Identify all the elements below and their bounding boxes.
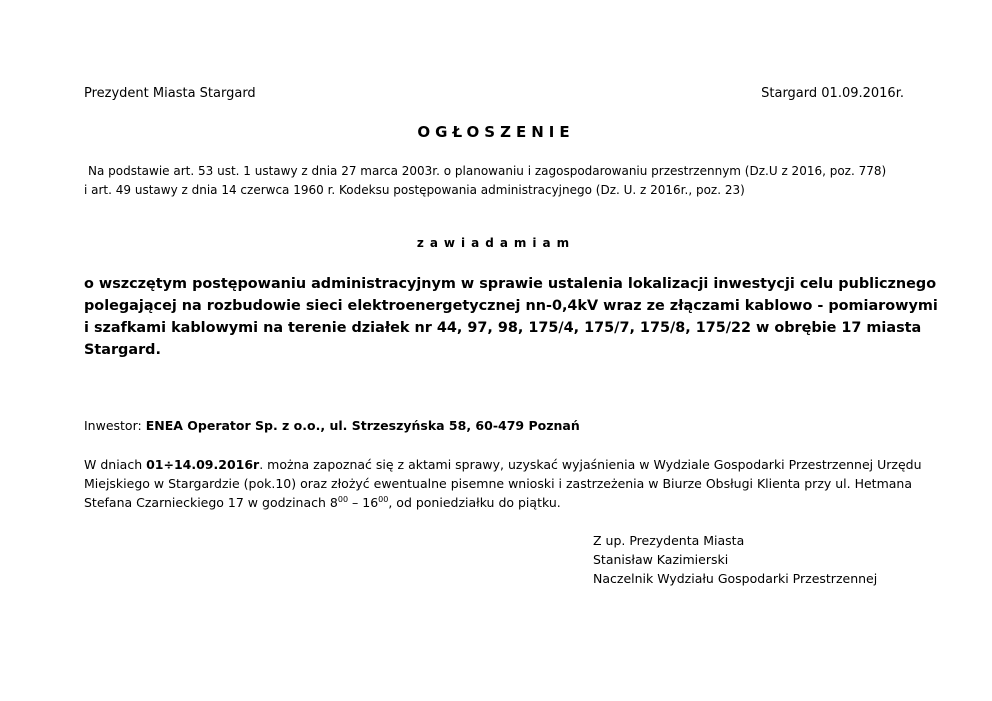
subject-line-3: i szafkami kablowymi na terenie działek nr 44, 97, 98, 175/4, 175/7, 175/8, 175/22 w obrębie 17 miasta (84, 320, 922, 336)
document-title: OGŁOSZENIE (417, 123, 575, 141)
subject-line-2: polegającej na rozbudowie sieci elektroenergetycznej nn-0,4kV wraz ze złączami kablowo - pomiarowymi (84, 298, 938, 314)
investor (84, 418, 580, 433)
legal-basis-line-2: i art. 49 ustawy z dnia 14 czerwca 1960 r. Kodeksu postępowania administracyjnego (Dz. U. z 2016r., poz. 23) (84, 183, 745, 197)
signature-line-2: Stanisław Kazimierski (593, 552, 729, 567)
info-paragraph (84, 455, 922, 512)
subject-line-4: Stargard. (84, 342, 161, 358)
signature-line-3: Naczelnik Wydziału Gospodarki Przestrzennej (593, 571, 878, 586)
hour-dash: – 16 (348, 495, 379, 510)
hour-start-minutes: 00 (337, 495, 349, 504)
issuer: Prezydent Miasta Stargard (84, 86, 256, 101)
legal-basis (84, 162, 910, 200)
info-line-1-prefix: W dniach (84, 457, 147, 472)
info-line-3-suffix: , od poniedziałku do piątku. (388, 495, 561, 510)
signature-line-1: Z up. Prezydenta Miasta (593, 533, 745, 548)
info-line-1-suffix: . można zapoznać się z aktami sprawy, uzyskać wyjaśnienia w Wydziale Gospodarki Przestrzennej Urzędu (259, 457, 922, 472)
investor-label: Inwestor: (84, 418, 146, 433)
info-dates: 01÷14.09.2016r (146, 457, 260, 472)
info-line-1 (84, 455, 922, 474)
signature-block (593, 531, 877, 588)
investor-value: ENEA Operator Sp. z o.o., ul. Strzeszyńska 58, 60-479 Poznań (145, 418, 580, 433)
info-line-3 (84, 493, 910, 512)
subject (84, 273, 938, 361)
place-date: Stargard 01.09.2016r. (761, 86, 904, 101)
notify-heading: zawiadamiam (416, 236, 576, 250)
info-line-3-prefix: Stefana Czarnieckiego 17 w godzinach 8 (84, 495, 338, 510)
info-line-2: Miejskiego w Stargardzie (pok.10) oraz złożyć ewentualne pisemne wnioski i zastrzeżenia w Biurze Obsługi Klienta przy ul. Hetmana (84, 476, 913, 491)
hour-end-minutes: 00 (378, 495, 389, 504)
legal-basis-line-1: Na podstawie art. 53 ust. 1 ustawy z dnia 27 marca 2003r. o planowaniu i zagospodarowaniu przestrzennym (Dz.U z 2016, poz. 778) (88, 164, 887, 178)
subject-line-1: o wszczętym postępowaniu administracyjnym w sprawie ustalenia lokalizacji inwestycji celu publicznego (84, 276, 937, 292)
